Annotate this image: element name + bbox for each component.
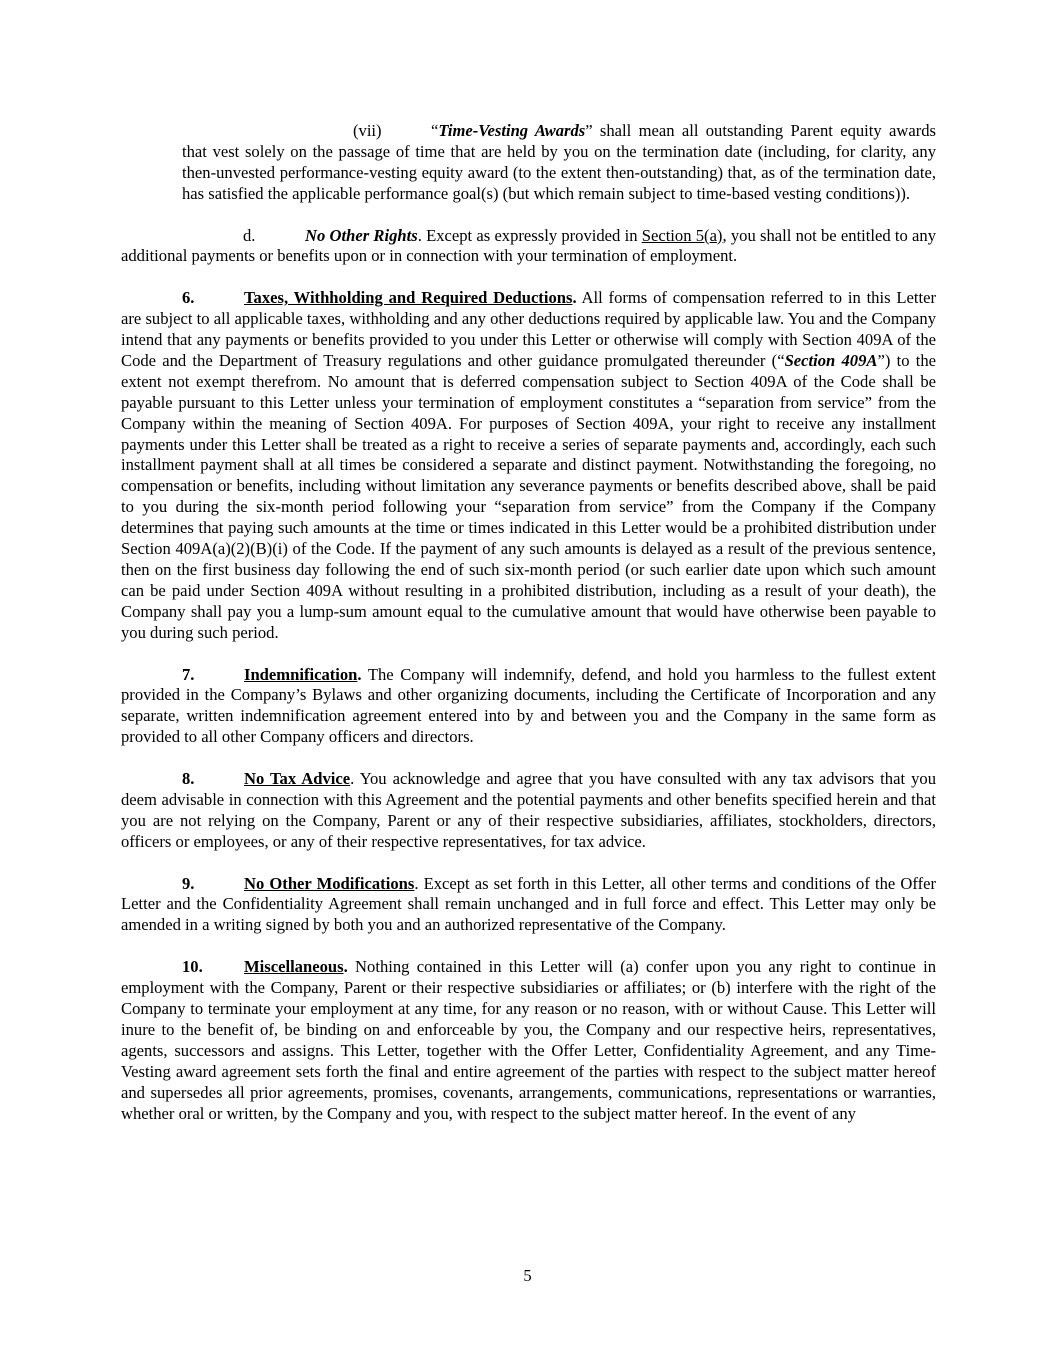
section-9-text: . Except as set forth in this Letter, all other terms and conditions of the Offer Letter and the Confidentiality Agreement shall remain unchanged and in full force and effect. This Letter may only be amended in a writing signed by both you and an authorized representative of the Company. bbox=[121, 873, 936, 935]
section-8-text: . You acknowledge and agree that you have consulted with any tax advisors that you deem advisable in connection with this Agreement and the potential payments and other benefits specified herein and that you are not relying on the Company, Parent or any of their respective subsidiaries, affiliates, stockholders, directors, officers or employees, or any of their respective representatives, for tax advice. bbox=[121, 769, 936, 851]
section-6-punct: . bbox=[572, 288, 577, 308]
item-vii bbox=[182, 121, 936, 205]
section-6-text-a: All forms of compensation referred to in this Letter are subject to all applicable taxes, withholding and any other deductions required by applicable law. You and the Company intend that any payments or benefits provided to you under this Letter or otherwise will comply with Section 409A of the Code and the Department of Treasury regulations and other guidance promulgated thereunder (“ bbox=[121, 288, 936, 370]
item-vii-label: (vii) bbox=[353, 121, 382, 140]
item-vii-term: Time-Vesting Awards bbox=[438, 121, 586, 140]
section-8-number: 8. bbox=[182, 769, 195, 789]
item-d-text-pre: . Except as expressly provided in bbox=[417, 225, 642, 245]
section-10-heading: Miscellaneous bbox=[244, 957, 344, 977]
section-7-heading: Indemnification bbox=[244, 664, 358, 684]
section-6 bbox=[121, 288, 936, 643]
document-body bbox=[121, 121, 936, 1124]
section-6-heading: Taxes, Withholding and Required Deductions bbox=[244, 288, 573, 308]
item-vii-quote: “ bbox=[431, 121, 439, 140]
section-7-number: 7. bbox=[182, 664, 195, 684]
section-10 bbox=[121, 957, 936, 1124]
section-7 bbox=[121, 665, 936, 749]
section-8-heading: No Tax Advice bbox=[244, 769, 351, 789]
section-9 bbox=[121, 874, 936, 937]
section-6-number: 6. bbox=[182, 288, 195, 308]
section-6-term: Section 409A bbox=[784, 350, 878, 370]
section-7-punct: . bbox=[357, 664, 362, 684]
page-number: 5 bbox=[523, 1266, 532, 1285]
section-9-number: 9. bbox=[182, 873, 195, 893]
section-7-text: The Company will indemnify, defend, and hold you harmless to the fullest extent provided in the Company’s Bylaws and other organizing documents, including the Certificate of Incorporation and any separate, written indemnification agreement entered into by and between you and the Company in the same form as provided to all other Company officers and directors. bbox=[121, 664, 936, 747]
item-vii-text: ” shall mean all outstanding Parent equity awards that vest solely on the passage of time that are held by you on the termination date (including, for clarity, any then-unvested performance-vesting equity award (to the extent then-outstanding) that, as of the termination date, has satisfied the applicable performance goal(s) (but which remain subject to time-based vesting conditions)). bbox=[182, 121, 937, 203]
section-10-number: 10. bbox=[182, 957, 203, 977]
section-10-text: Nothing contained in this Letter will (a) confer upon you any right to continue in employment with the Company, Parent or their respective subsidiaries or affiliates; or (b) interfere with the right of the Company to terminate your employment at any time, for any reason or no reason, with or without Cause. This Letter will inure to the benefit of, be binding on and enforceable by you, the Company and our respective heirs, representatives, agents, successors and assigns. This Letter, together with the Offer Letter, Confidentiality Agreement, and any Time-Vesting award agreement sets forth the final and entire agreement of the parties with respect to the subject matter hereof and supersedes all prior agreements, promises, covenants, arrangements, communications, representations or warranties, whether oral or written, by the Company and you, with respect to the subject matter hereof. In the event of any bbox=[121, 957, 936, 1123]
item-d-heading: No Other Rights bbox=[305, 225, 418, 245]
section-9-heading: No Other Modifications bbox=[244, 873, 415, 893]
item-d-label: d. bbox=[243, 225, 256, 245]
item-d bbox=[121, 226, 936, 268]
section-8 bbox=[121, 769, 936, 853]
item-d-section-ref: Section 5(a) bbox=[641, 225, 723, 245]
section-6-text-b: ”) to the extent not exempt therefrom. No amount that is deferred compensation subject to Section 409A of the Code shall be payable pursuant to this Letter unless your termination of employment constitutes a “separation from service” from the Company within the meaning of Section 409A. For purposes of Section 409A, your right to receive any installment payments under this Letter shall be treated as a right to receive a series of separate payments and, accordingly, each such installment payment shall at all times be considered a separate and distinct payment. Notwithstanding the foregoing, no compensation or benefits, including without limitation any severance payments or benefits described above, shall be paid to you during the six-month period following your “separation from service” from the Company if the Company determines that paying such amounts at the time or times indicated in this Letter would be a prohibited distribution under Section 409A(a)(2)(B)(i) of the Code. If the payment of any such amounts is delayed as a result of the previous sentence, then on the first business day following the end of such six-month period (or such earlier date upon which such amount can be paid under Section 409A without resulting in a prohibited distribution, including as a result of your death), the Company shall pay you a lump-sum amount equal to the cumulative amount that would have otherwise been payable to you during such period. bbox=[121, 350, 936, 642]
section-10-punct: . bbox=[343, 957, 348, 977]
item-d-text-post: , you shall not be entitled to any additional payments or benefits upon or in connection with your termination of employment. bbox=[121, 225, 937, 266]
